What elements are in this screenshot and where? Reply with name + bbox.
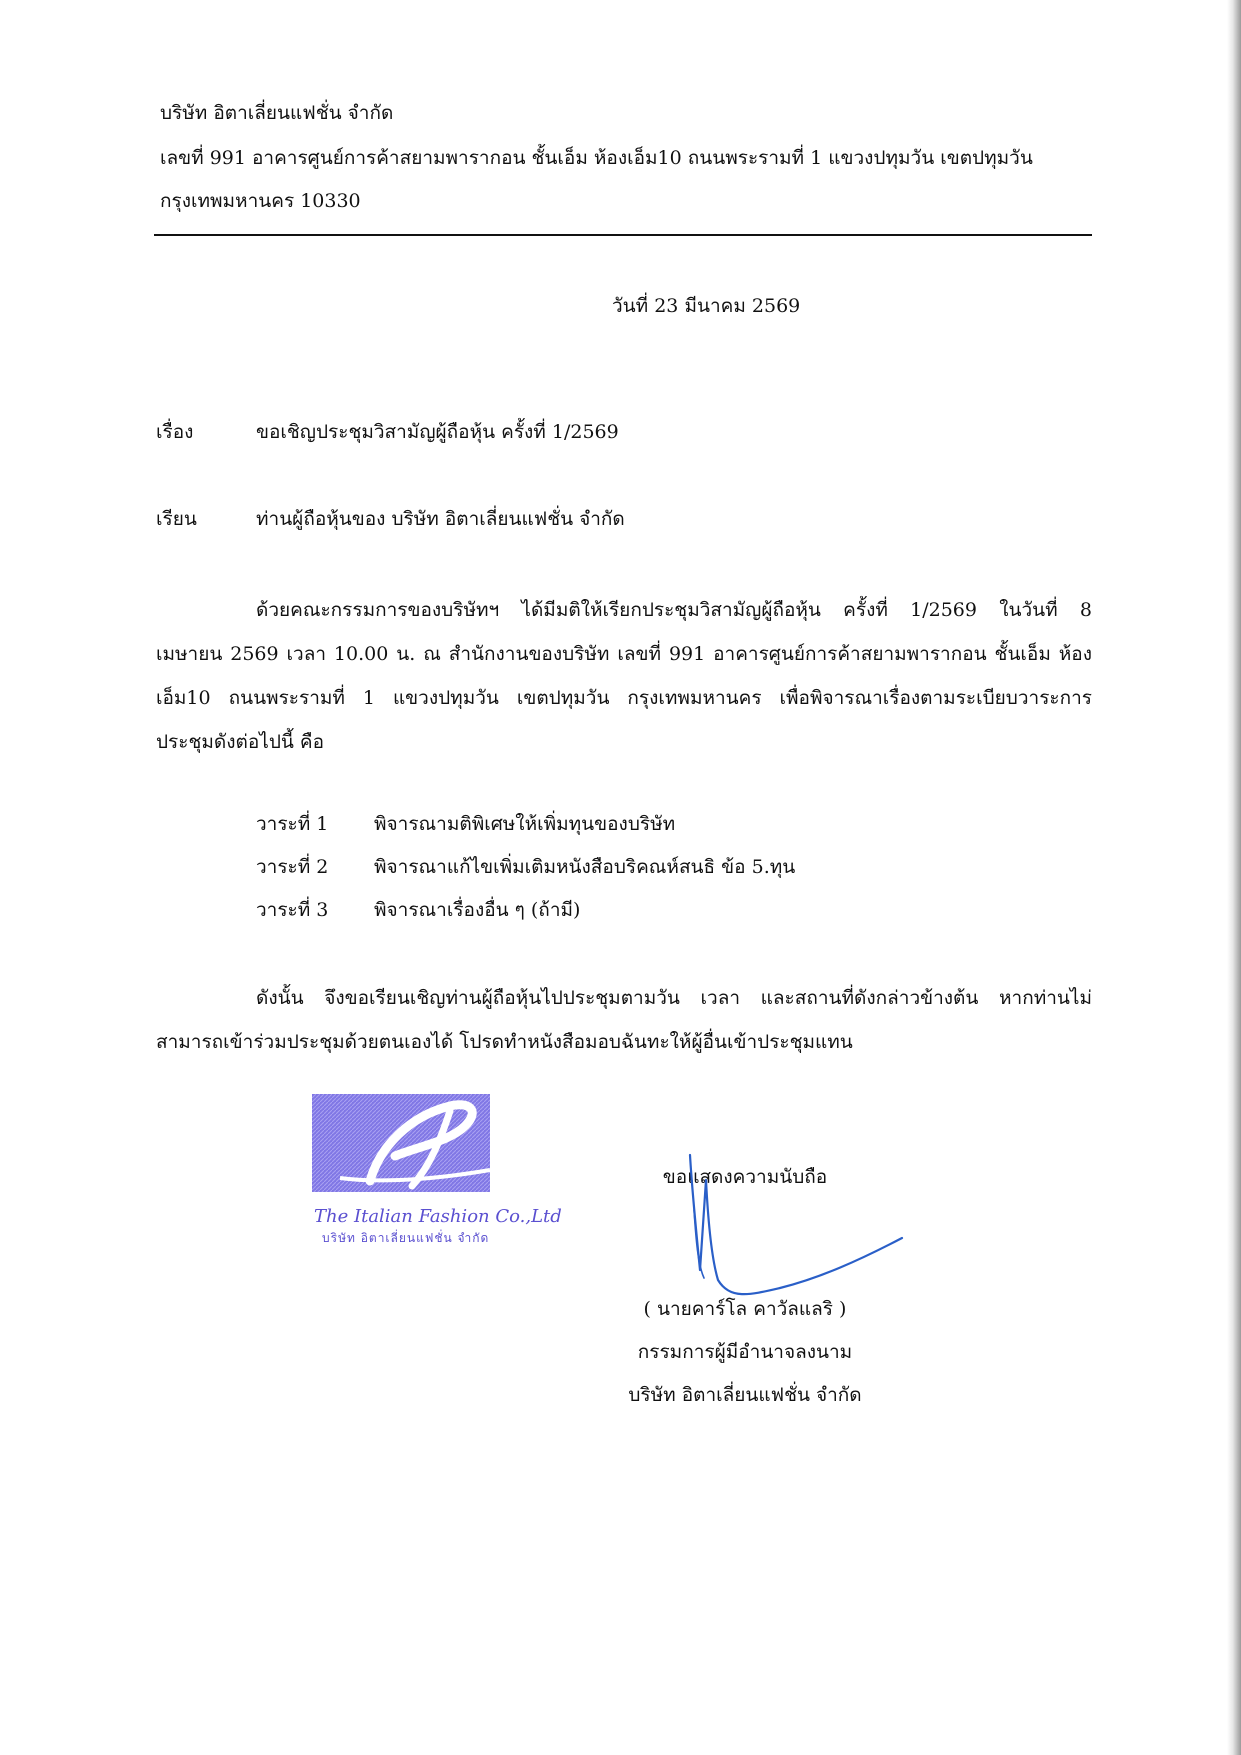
company-address-line-1: เลขที่ 991 อาคารศูนย์การค้าสยามพารากอน ชั้นเอ็ม ห้องเอ็ม10 ถนนพระรามที่ 1 แขวงปทุมวัน เขตปทุมวัน [160, 147, 1033, 169]
agenda-item-number: วาระที่ 2 [256, 856, 329, 878]
agenda-item-number: วาระที่ 3 [256, 899, 329, 921]
company-address-line-2: กรุงเทพมหานคร 10330 [160, 190, 361, 212]
svg-text:บริษัท อิตาเลี่ยนแฟชั่น จำกัด: บริษัท อิตาเลี่ยนแฟชั่น จำกัด [322, 1231, 490, 1245]
agenda-item-number: วาระที่ 1 [256, 813, 329, 835]
scan-edge-shadow [1227, 0, 1241, 1755]
salutation-label: เรียน [156, 508, 197, 530]
body-paragraph-1-line: ประชุมดังต่อไปนี้ คือ [156, 731, 325, 753]
body-paragraph-1-line: เมษายน 2569 เวลา 10.00 น. ณ สำนักงานของบริษัท เลขที่ 991 อาคารศูนย์การค้าสยามพารากอน ชั้นเอ็ม ห้อง [156, 643, 1093, 665]
signer-position: กรรมการผู้มีอำนาจลงนาม [637, 1341, 853, 1363]
closing-phrase: ขอแสดงความนับถือ [662, 1166, 828, 1188]
salutation-text: ท่านผู้ถือหุ้นของ บริษัท อิตาเลี่ยนแฟชั่น จำกัด [256, 508, 625, 530]
agenda-item-text: พิจารณามติพิเศษให้เพิ่มทุนของบริษัท [374, 813, 676, 835]
body-paragraph-2 [156, 976, 1092, 1064]
subject-label: เรื่อง [156, 421, 194, 443]
subject-text: ขอเชิญประชุมวิสามัญผู้ถือหุ้น ครั้งที่ 1/2569 [256, 421, 619, 443]
agenda-item-text: พิจารณาแก้ไขเพิ่มเติมหนังสือบริคณห์สนธิ ข้อ 5.ทุน [374, 856, 796, 878]
body-paragraph-1-line: ด้วยคณะกรรมการของบริษัทฯ ได้มีมติให้เรียกประชุมวิสามัญผู้ถือหุ้น ครั้งที่ 1/2569 ในวันที่ 8 [256, 599, 1092, 621]
body-paragraph-2-line: สามารถเข้าร่วมประชุมด้วยตนเองได้ โปรดทำหนังสือมอบฉันทะให้ผู้อื่นเข้าประชุมแทน [156, 1031, 853, 1053]
body-paragraph-1-line: เอ็ม10 ถนนพระรามที่ 1 แขวงปทุมวัน เขตปทุมวัน กรุงเทพมหานคร เพื่อพิจารณาเรื่องตามระเบียบวาระการ [156, 687, 1092, 709]
header-divider [154, 234, 1092, 236]
body-paragraph-1 [156, 588, 1092, 764]
signer-name: ( นายคาร์โล คาวัลแลริ ) [643, 1298, 847, 1320]
body-paragraph-2-line: ดังนั้น จึงขอเรียนเชิญท่านผู้ถือหุ้นไปประชุมตามวัน เวลา และสถานที่ดังกล่าวข้างต้น หากท่านไม่ [256, 987, 1092, 1009]
company-name-header: บริษัท อิตาเลี่ยนแฟชั่น จำกัด [160, 102, 394, 124]
svg-text:The Italian Fashion Co.,Ltd: The Italian Fashion Co.,Ltd [314, 1206, 562, 1227]
letter-date: วันที่ 23 มีนาคม 2569 [612, 295, 801, 317]
signer-company: บริษัท อิตาเลี่ยนแฟชั่น จำกัด [628, 1384, 862, 1406]
company-stamp-icon [300, 1086, 562, 1256]
agenda-item-text: พิจารณาเรื่องอื่น ๆ (ถ้ามี) [374, 899, 581, 921]
